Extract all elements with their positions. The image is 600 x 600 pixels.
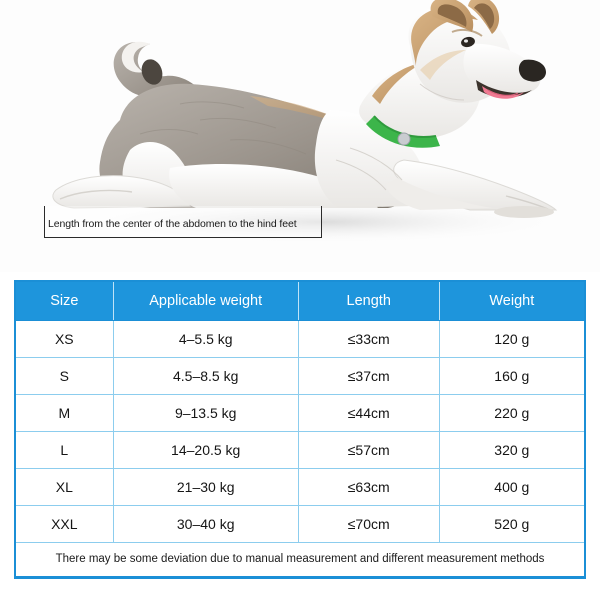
cell-weight: 160 g xyxy=(439,357,584,394)
cell-applicable-weight: 30–40 kg xyxy=(113,505,298,542)
cell-size: L xyxy=(16,431,113,468)
cell-weight: 400 g xyxy=(439,468,584,505)
table-header-row xyxy=(16,282,584,320)
cell-applicable-weight: 14–20.5 kg xyxy=(113,431,298,468)
cell-weight: 520 g xyxy=(439,505,584,542)
cell-size: M xyxy=(16,394,113,431)
cell-applicable-weight: 4.5–8.5 kg xyxy=(113,357,298,394)
size-chart-table xyxy=(14,280,586,579)
cell-size: XXL xyxy=(16,505,113,542)
cell-length: ≤70cm xyxy=(298,505,439,542)
cell-size: S xyxy=(16,357,113,394)
table-row xyxy=(16,431,584,468)
cell-length: ≤33cm xyxy=(298,320,439,357)
cell-weight: 320 g xyxy=(439,431,584,468)
table-note-row xyxy=(16,542,584,576)
cell-size: XS xyxy=(16,320,113,357)
column-header-length: Length xyxy=(298,282,439,320)
table-row xyxy=(16,357,584,394)
cell-length: ≤44cm xyxy=(298,394,439,431)
product-photo xyxy=(0,0,600,272)
table-row xyxy=(16,320,584,357)
column-header-weight: Weight xyxy=(439,282,584,320)
cell-applicable-weight: 9–13.5 kg xyxy=(113,394,298,431)
cell-length: ≤57cm xyxy=(298,431,439,468)
table-row xyxy=(16,394,584,431)
cell-weight: 120 g xyxy=(439,320,584,357)
cell-applicable-weight: 21–30 kg xyxy=(113,468,298,505)
table-row xyxy=(16,468,584,505)
cell-weight: 220 g xyxy=(439,394,584,431)
measurement-note: There may be some deviation due to manual measurement and different measurement methods xyxy=(16,542,584,576)
table-row xyxy=(16,505,584,542)
measurement-label: Length from the center of the abdomen to the hind feet xyxy=(48,218,297,230)
cell-length: ≤63cm xyxy=(298,468,439,505)
cell-length: ≤37cm xyxy=(298,357,439,394)
column-header-size: Size xyxy=(16,282,113,320)
cell-size: XL xyxy=(16,468,113,505)
cell-applicable-weight: 4–5.5 kg xyxy=(113,320,298,357)
column-header-applicable-weight: Applicable weight xyxy=(113,282,298,320)
